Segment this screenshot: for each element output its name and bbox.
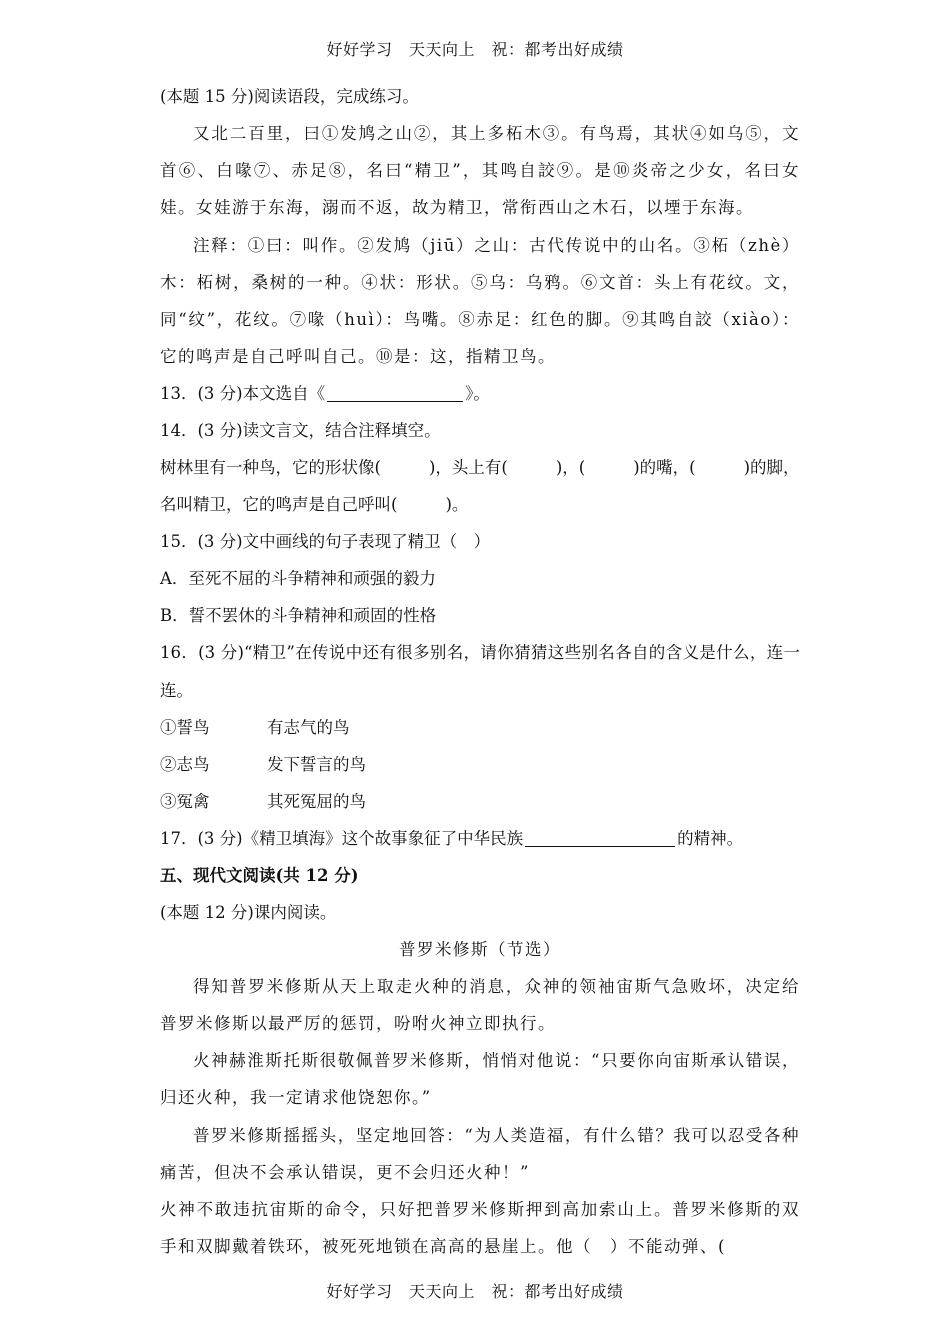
passage-paragraph: 火神赫淮斯托斯很敬佩普罗米修斯，悄悄对他说：“只要你向宙斯承认错误，归还火种，我一定请求他饶恕你。” bbox=[160, 1051, 800, 1108]
question-15-stem: 15．(3 分)文中画线的句子表现了精卫（ ） bbox=[160, 532, 491, 552]
question-13 bbox=[160, 375, 800, 412]
q15-option-b[interactable]: B．誓不罢休的斗争精神和顽固的性格 bbox=[160, 606, 437, 626]
q14-text-c: )，( bbox=[555, 458, 586, 478]
q17-prefix: 17．(3 分)《精卫填海》这个故事象征了中华民族 bbox=[160, 828, 524, 848]
q14-text-f: 名叫精卫，它的鸣声是自己呼叫( bbox=[160, 495, 398, 515]
q13-blank[interactable] bbox=[327, 383, 463, 402]
q15-option-a[interactable]: A．至死不屈的斗争精神和顽强的毅力 bbox=[160, 569, 436, 589]
passage-paragraph: 普罗米修斯摇摇头，坚定地回答：“为人类造福，有什么错？我可以忍受各种痛苦，但决不会承认错误，更不会归还火种！” bbox=[160, 1125, 800, 1182]
q13-suffix: 》。 bbox=[465, 384, 490, 404]
q16-pair bbox=[160, 709, 800, 746]
passage-title: 普罗米修斯（节选） bbox=[399, 939, 561, 959]
section5-heading: 五、现代文阅读(共 12 分) bbox=[160, 865, 359, 885]
question-14-stem: 14．(3 分)读文言文，结合注释填空。 bbox=[160, 421, 441, 441]
section4-intro: (本题 15 分)阅读语段，完成练习。 bbox=[160, 87, 419, 106]
q16-pair bbox=[160, 783, 800, 820]
page-footer: 好好学习 天天向上 祝：都考出好成绩 bbox=[326, 1282, 624, 1301]
q13-prefix: 13．(3 分)本文选自《 bbox=[160, 384, 326, 404]
question-14-line1 bbox=[160, 449, 800, 486]
page-header: 好好学习 天天向上 祝：都考出好成绩 bbox=[326, 40, 624, 59]
question-16-stem: 16．(3 分)“精卫”在传说中还有很多别名，请你猜猜这些别名各自的含义是什么，连一连。 bbox=[160, 643, 800, 700]
q16-right-item[interactable]: 有志气的鸟 bbox=[267, 717, 350, 737]
passage-paragraph: 得知普罗米修斯从天上取走火种的消息，众神的领袖宙斯气急败坏，决定给普罗米修斯以最严厉的惩罚，吩咐火神立即执行。 bbox=[160, 976, 800, 1034]
q14-text-e: )的脚， bbox=[743, 458, 800, 478]
passage-notes: 注释：①曰：叫作。②发鸠（jiū）之山：古代传说中的山名。③柘（zhè）木：柘树，桑树的一种。④状：形状。⑤乌：乌鸦。⑥文首：头上有花纹。文，同“纹”，花纹。⑦喙（huì）：鸟嘴。⑧赤足：红色的脚。⑨其鸣自詨（xiào）：它的鸣声是自己呼叫自己。⑩是：这，指精卫鸟。 bbox=[160, 235, 800, 367]
q16-left-item[interactable]: ③冤禽 bbox=[160, 791, 210, 811]
q14-text-a: 树林里有一种鸟，它的形状像( bbox=[160, 458, 381, 478]
q16-left-item[interactable]: ①誓鸟 bbox=[160, 717, 210, 737]
q17-suffix: 的精神。 bbox=[677, 828, 744, 848]
section5-intro: (本题 12 分)课内阅读。 bbox=[160, 902, 337, 922]
document-content bbox=[160, 78, 800, 1265]
classical-passage: 又北二百里，曰①发鸠之山②，其上多柘木③。有鸟焉，其状④如乌⑤，文首⑥、白喙⑦、赤足⑧，名曰“精卫”，其鸣自詨⑨。是⑩炎帝之少女，名曰女娃。女娃游于东海，溺而不返，故为精卫，常衔西山之木石，以堙于东海。 bbox=[160, 124, 800, 218]
question-14-line2 bbox=[160, 486, 800, 523]
q16-right-item[interactable]: 其死冤屈的鸟 bbox=[267, 791, 366, 811]
q14-text-g: )。 bbox=[445, 495, 469, 515]
q14-text-b: )，头上有( bbox=[428, 458, 508, 478]
q14-text-d: )的嘴，( bbox=[633, 458, 696, 478]
q17-blank[interactable] bbox=[525, 828, 675, 847]
question-17 bbox=[160, 820, 800, 857]
passage-paragraph: 火神不敢违抗宙斯的命令，只好把普罗米修斯押到高加索山上。普罗米修斯的双手和双脚戴着铁环，被死死地锁在高高的悬崖上。他（ ）不能动弹、( bbox=[160, 1200, 800, 1257]
q16-pair bbox=[160, 746, 800, 783]
q16-left-item[interactable]: ②志鸟 bbox=[160, 754, 210, 774]
q16-right-item[interactable]: 发下誓言的鸟 bbox=[267, 754, 366, 774]
